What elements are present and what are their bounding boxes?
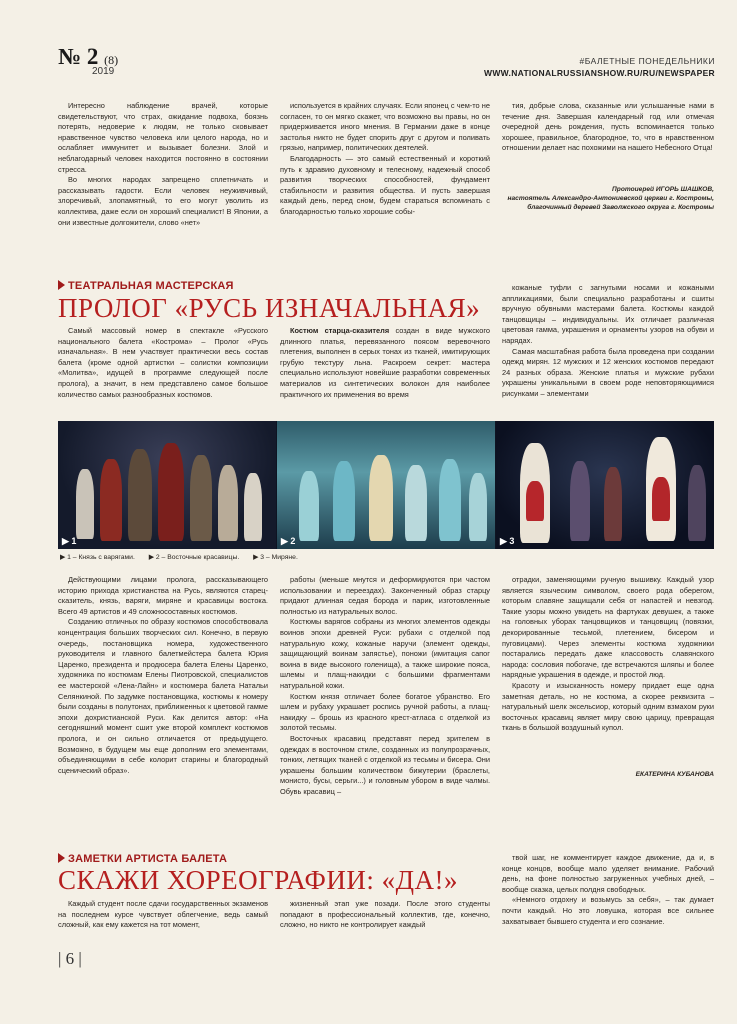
paragraph: Действующими лицами пролога, рассказывающего историю прихода христианства на Русь, являются старец-сказитель, князь, варяги, миряне и красавицы востока. Всего 49 артистов и 49 сложносоставных костюмов. <box>58 575 268 616</box>
paragraph: Красоту и изысканность номеру придает еще одна заметная деталь, но не костюма, а скорее реквизита – натуральный шелк эксельсиор, который одним взмахом руки восточных красавиц являет миру свою царицу, превращая ткань в большой воздушный купол. <box>502 680 714 733</box>
triangle-icon <box>58 853 65 863</box>
paragraph: Самый массовый номер в спектакле «Русского национального балета «Кострома» – Пролог «Русь изначальная». В нем участвует практически весь состав балета (кроме одной артистки – солистки композиции «Молитва», идущей в программе следующей после пролога), а значит, в нем представлено самое большое количество самых разнообразных костюмов. <box>58 326 268 399</box>
photo-eastern-beauties <box>277 421 495 549</box>
paragraph: Самая масштабная работа была проведена при создании одежд мирян. 12 мужских и 12 женских костюмов передают 24 разных образа. Женские платья и мужские рубахи украшены уникальными в своем роде неповторяющимися рисунками – элементами <box>502 346 714 398</box>
triangle-icon <box>58 280 65 290</box>
issue-year: 2019 <box>92 66 115 77</box>
article1-column-1 <box>58 326 268 400</box>
photo-laymen <box>496 421 714 549</box>
paragraph: Костюм князя отличает более богатое убранство. Его шлем и рубаху украшает роспись ручной работы, а плащ-накидку – брошь из красного крест-атласа с отделкой из золотой тесьмы. <box>280 691 490 733</box>
top-column-2 <box>280 101 490 218</box>
page-number: | 6 | <box>58 949 82 968</box>
signature-line: Протоиерей ИГОРЬ ШАШКОВ, <box>612 186 714 193</box>
paragraph: Костюм старца-сказителя создан в виде мужского длинного платья, перевязанного поясом веревочного плетения, выполнен в серых тонах из тканей, имитирующих грубую текстуру льна. Раскроем секрет: мастера специально используют новейшие разработки современных материалов из синтетических волокон для наиболее практичного их применения во время <box>280 326 490 399</box>
article1-column-2 <box>280 326 490 400</box>
paragraph: работы (меньше мнутся и деформируются при частом использовании и переездах). Законченный образ старцу придают длинная седая борода и парик, изготовленные полностью из натуральных волос. <box>280 575 490 616</box>
paragraph: Благодарность — это самый естественный и короткий путь к здравию духовному и телесному, надежный способ развития творческих способностей, фундамент стабильности и развития общества. И пусть завершая каждый день, перед сном, будем стараться вспоминать с благодарностью только хорошие собы- <box>280 153 490 216</box>
top-column-3 <box>502 101 714 154</box>
signature-block <box>502 185 714 212</box>
article2-column-2 <box>280 899 490 931</box>
paragraph: Интересно наблюдение врачей, которые свидетельствуют, что страх, ожидание подвоха, боязнь потерять, недоверие к людям, не только сковывает нравственное чувство человека или целого народа, но и ослабляет иммунитет и вызывает болезни. Злой и неблагодарный человек находится постоянно в состоянии стресса. <box>58 101 268 174</box>
issue-sub: (8) <box>104 53 119 67</box>
photo-number: ▶ 3 <box>500 536 515 546</box>
paragraph: кожаные туфли с загнутыми носами и кожаными аппликациями, были специально разработаны и сшиты вручную обувными мастерами балета. Костюмы каждой танцовщицы – индивидуальны. Их отличает различная цветовая гамма, украшения и орнаменты узоров на обуви и нарядах. <box>502 283 714 345</box>
paragraph: тия, добрые слова, сказанные или услышанные нами в течение дня. Завершая календарный год или отмечая очередной день рождения, пусть вспоминается только хорошее, правильное, благородное, то, что в нравственном отношении делает нас похожими на нашего Небесного Отца! <box>502 101 714 153</box>
photo-number: ▶ 1 <box>62 536 77 546</box>
header-url: WWW.NATIONALRUSSIANSHOW.RU/RU/NEWSPAPER <box>484 68 715 78</box>
paragraph: Восточных красавиц представят перед зрителем в одеждах в восточном стиле, созданных из полупрозрачных, тонких, летящих тканей с отделкой из тесьмы и бисера. Они украшены большим количеством бижутерии (браслеты, монисто, бусы, серьги...) и головным убором в виде чалмы. Обувь красавиц – <box>280 733 490 796</box>
signature-line: благочинный деревей Заволжского округа г. Костромы <box>527 204 714 211</box>
header-hashtag: #БАЛЕТНЫЕ ПОНЕДЕЛЬНИКИ <box>579 56 715 66</box>
article1-lower-column-1 <box>58 575 268 776</box>
photo-caption <box>60 553 310 561</box>
paragraph: отрадки, заменяющими ручную вышивку. Каждый узор является языческим символом, своего рода оберегом, которым славяне защищали себя от напастей и невзгод. Такие узоры можно увидеть на фартуках девушек, а также на головных уборах танцовщиков и танцовщиц (повязки, декорированные тесьмой, плетением, бисером и пуговицами). Через элементы костюма художники постарались передать даже классовость славянского народа: сословия побогаче, где встречаются шляпы и более нарядные украшения в одежде, и простой люд. <box>502 575 714 680</box>
top-column-1 <box>58 101 268 228</box>
paragraph: Созданию отличных по образу костюмов способствовала концентрация больших творческих сил. Конечно, в первую очередь, постановщика номера, художественного руководителя и главного балетмейстера балета Юрия Царенко, президента и продюсера балета Елены Царенко, художника по костюмам Елены Пиотровской, специалистов ее мастерской «Лена-Лайн» и костюмера балета Натальи Селянкиной. По задумке постановщика, костюмы к номеру были созданы в полутонах, приближенных к цветовой гамме эпохи дохристианской Руси. Как делится автор: «На сегодняшний момент сшит уже второй комплект костюмов пролога, и он сильно отличается от предыдущего. Возможно, в будущем мы еще дополним его элементами, объединяющими в себе колорит старины и благородный сценический образ». <box>58 617 268 775</box>
paragraph: используется в крайних случаях. Если японец с чем-то не согласен, то он мягко скажет, что возможно вы правы, но он придерживается иного мнения. В Германии даже в конце застолья никто не будет спорить друг с другом и поливать грязью, например, политических деятелей. <box>280 101 490 153</box>
article2-column-3 <box>502 853 714 927</box>
paragraph: Каждый студент после сдачи государственных экзаменов на последнем курсе чувствует облегчение, ведь самый сложный, как ему кажется на тот момент, <box>58 899 268 930</box>
paragraph: Во многих народах запрещено сплетничать и рассказывать гадости. Если человек неуживчивый, злоречивый, злопамятный, то его могут уволить из коллектива, даже если он хороший специалист! В Японии, а они известные долгожители, слово «нет» <box>58 175 268 227</box>
paragraph: твой шаг, не комментирует каждое движение, да и, в конце концов, вообще мало уделяет внимание. Рабочий день, на фоне полностью загруженных учебных дней, – вообще сказка, целых полдня свободных. <box>502 853 714 894</box>
section-kicker: ЗАМЕТКИ АРТИСТА БАЛЕТА <box>58 853 227 865</box>
article1-column-3 <box>502 283 714 400</box>
article2-column-1 <box>58 899 268 931</box>
article-title: ПРОЛОГ «РУСЬ ИЗНАЧАЛЬНАЯ» <box>58 293 481 323</box>
photo-prince-with-varangians <box>58 421 276 549</box>
caption-item: ▶ 3 – Миряне. <box>253 554 298 561</box>
article1-lower-column-3 <box>502 575 714 734</box>
photo-strip <box>58 421 714 549</box>
article-author: ЕКАТЕРИНА КУБАНОВА <box>635 771 714 778</box>
paragraph: жизненный этап уже позади. После этого студенты попадают в профессиональный коллектив, где, конечно, сложно, но никто не контролирует каждый <box>280 899 490 930</box>
caption-item: ▶ 2 – Восточные красавицы. <box>148 554 240 561</box>
paragraph: «Немного отдохну и возьмусь за себя», – так думает почти каждый. Но это ловушка, которая все сильнее захватывает бывшего студента и его сознание. <box>502 895 714 926</box>
photo-number: ▶ 2 <box>281 536 296 546</box>
signature-line: настоятель Александро-Антониевской церкви г. Костромы, <box>507 195 714 202</box>
lead-term: Костюм старца-сказителя <box>290 326 390 335</box>
issue-number: № 2 (8) <box>58 44 119 69</box>
caption-item: ▶ 1 – Князь с варягами. <box>60 554 135 561</box>
paragraph: Костюмы варягов собраны из многих элементов одежды воинов эпохи древней Руси: рубахи с отделкой под натуральную кожу, кожаные наручи (элемент одежды, защищающий воинам запястье), поножи (имитация сапог воина в виде высокого голенища), а также широкие пояса, шлемы и плащ-накидки с большими фрагментами натуральной кожи. <box>280 617 490 690</box>
article1-lower-column-2 <box>280 575 490 797</box>
section-kicker: ТЕАТРАЛЬНАЯ МАСТЕРСКАЯ <box>58 280 234 292</box>
article-title: СКАЖИ ХОРЕОГРАФИИ: «ДА!» <box>58 865 459 895</box>
